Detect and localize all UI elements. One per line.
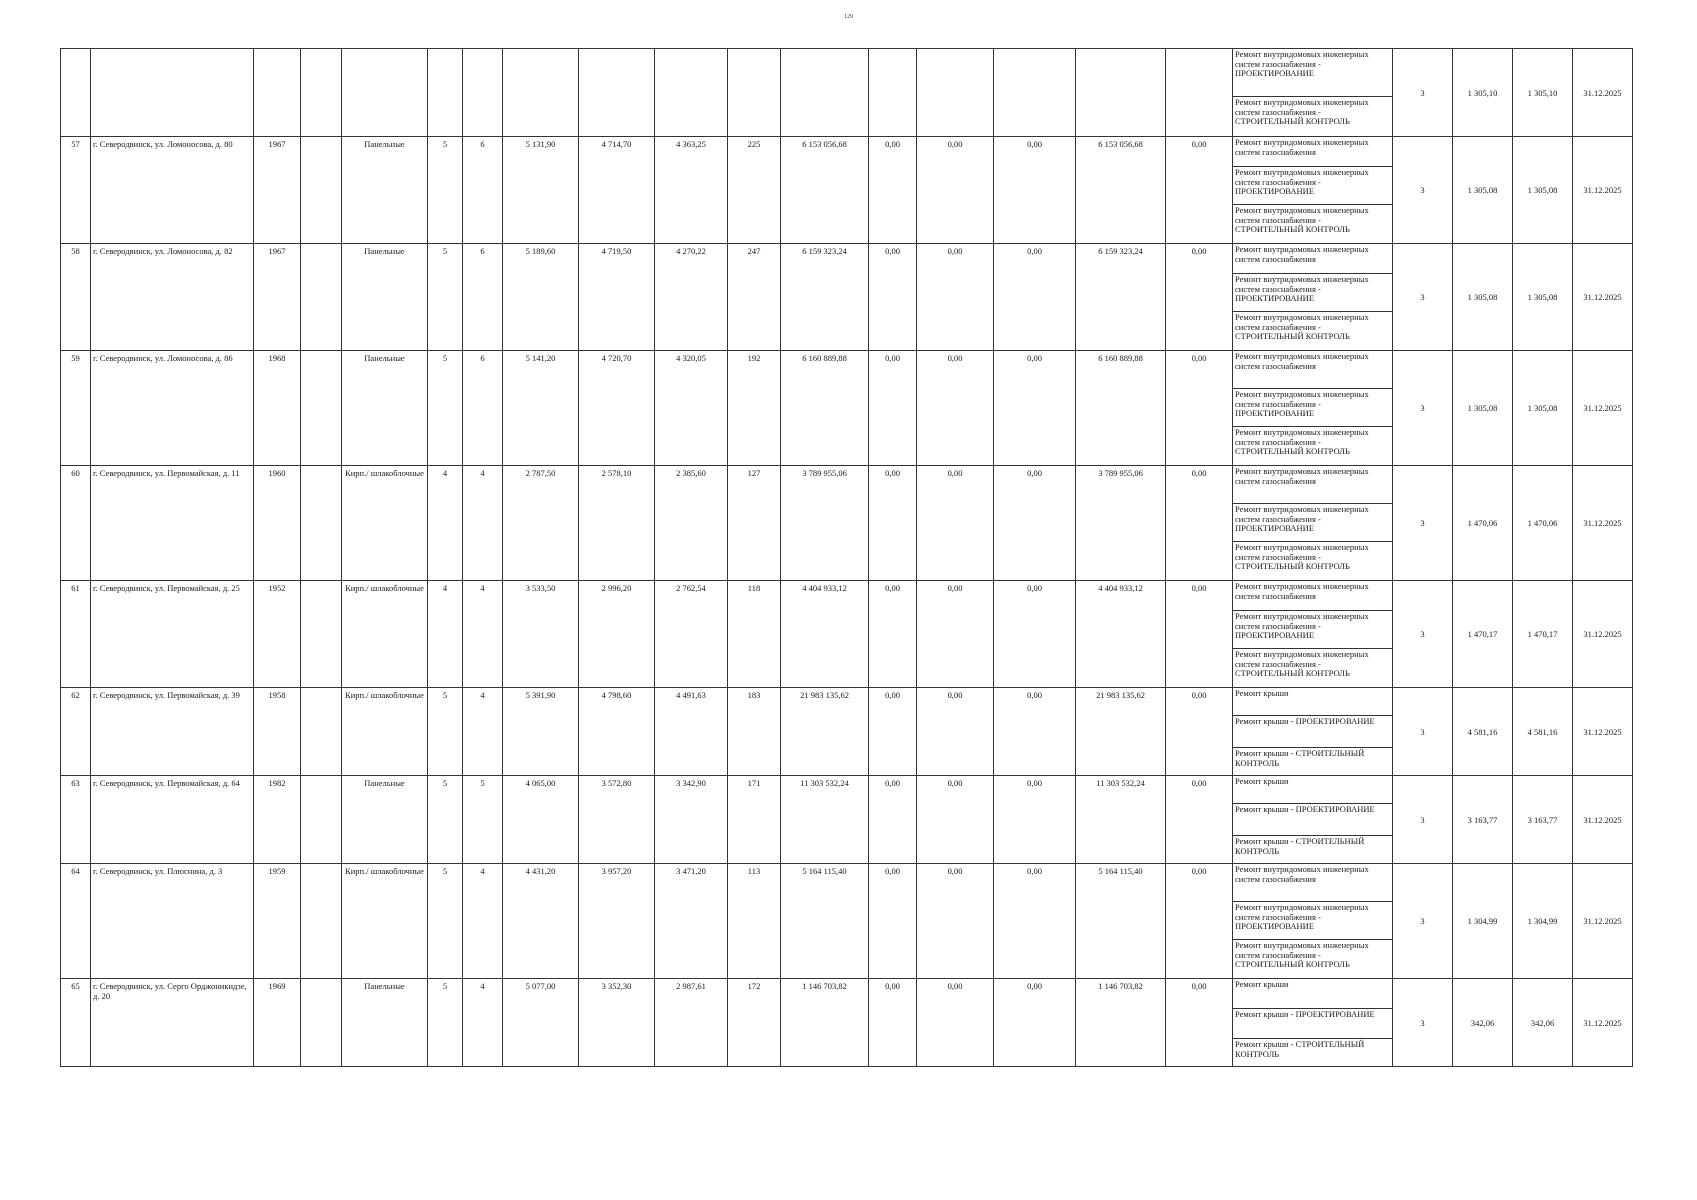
living-area-cell: 4 719,50 bbox=[579, 244, 655, 351]
work-type-cell: Ремонт внутридомовых инженерных систем газоснабжения - СТРОИТЕЛЬНЫЙ КОНТРОЛЬ bbox=[1233, 205, 1393, 244]
unit-cost-cell: 1 304,99 bbox=[1453, 864, 1513, 979]
residents-cell: 192 bbox=[728, 351, 781, 466]
work-type-cell: Ремонт крыши bbox=[1233, 688, 1393, 716]
residents-cell: 113 bbox=[728, 864, 781, 979]
unit-cost-cell: 1 305,08 bbox=[1453, 244, 1513, 351]
table-row bbox=[61, 581, 1633, 611]
floors-cell: 5 bbox=[428, 864, 463, 979]
year-cell: 1958 bbox=[254, 688, 301, 776]
fund-cell: 0,00 bbox=[1166, 776, 1233, 864]
fund-cell: 0,00 bbox=[994, 244, 1076, 351]
work-type-cell: Ремонт крыши - ПРОЕКТИРОВАНИЕ bbox=[1233, 804, 1393, 836]
total-cost-cell: 5 164 115,40 bbox=[781, 864, 869, 979]
quantity-cell: 3 bbox=[1393, 776, 1453, 864]
quantity-cell: 3 bbox=[1393, 864, 1453, 979]
table-row bbox=[61, 351, 1633, 389]
total-area-cell: 4 065,00 bbox=[503, 776, 579, 864]
empty-cell bbox=[301, 864, 342, 979]
empty-cell bbox=[463, 49, 503, 137]
residents-cell: 183 bbox=[728, 688, 781, 776]
wall-material-cell: Панельные bbox=[342, 351, 428, 466]
limit-cost-cell: 1 470,06 bbox=[1513, 466, 1573, 581]
quantity-cell: 3 bbox=[1393, 688, 1453, 776]
entrances-cell: 6 bbox=[463, 351, 503, 466]
work-type-cell: Ремонт внутридомовых инженерных систем газоснабжения - ПРОЕКТИРОВАНИЕ bbox=[1233, 902, 1393, 940]
completion-date-cell: 31.12.2025 bbox=[1573, 581, 1633, 688]
fund-cell: 0,00 bbox=[869, 581, 917, 688]
table-row bbox=[61, 466, 1633, 504]
floors-cell: 4 bbox=[428, 581, 463, 688]
floors-cell: 5 bbox=[428, 688, 463, 776]
fund-cell: 0,00 bbox=[917, 137, 994, 244]
living-area-cell: 2 996,20 bbox=[579, 581, 655, 688]
fund-cell: 0,00 bbox=[869, 979, 917, 1067]
empty-cell bbox=[1076, 49, 1166, 137]
work-type-cell: Ремонт внутридомовых инженерных систем газоснабжения - СТРОИТЕЛЬНЫЙ КОНТРОЛЬ bbox=[1233, 427, 1393, 466]
work-type-cell: Ремонт внутридомовых инженерных систем газоснабжения - ПРОЕКТИРОВАНИЕ bbox=[1233, 274, 1393, 312]
table-row bbox=[61, 244, 1633, 274]
fund-cell: 0,00 bbox=[917, 979, 994, 1067]
fund-cell: 0,00 bbox=[994, 864, 1076, 979]
page-number: 129 bbox=[844, 14, 853, 20]
living-area-cell: 4 798,60 bbox=[579, 688, 655, 776]
completion-date-cell: 31.12.2025 bbox=[1573, 864, 1633, 979]
fund-cell: 0,00 bbox=[917, 581, 994, 688]
entrances-cell: 4 bbox=[463, 466, 503, 581]
fund-cell: 0,00 bbox=[1166, 581, 1233, 688]
row-number-cell: 59 bbox=[61, 351, 91, 466]
address-cell: г. Северодвинск, ул. Ломоносова, д. 82 bbox=[91, 244, 254, 351]
total-cost-cell: 3 789 955,06 bbox=[781, 466, 869, 581]
completion-date-cell: 31.12.2025 bbox=[1573, 466, 1633, 581]
empty-cell bbox=[301, 351, 342, 466]
year-cell: 1959 bbox=[254, 864, 301, 979]
empty-cell bbox=[503, 49, 579, 137]
residents-cell: 247 bbox=[728, 244, 781, 351]
completion-date-cell: 31.12.2025 bbox=[1573, 137, 1633, 244]
quantity-cell: 3 bbox=[1393, 581, 1453, 688]
owners-funds-cell: 6 159 323,24 bbox=[1076, 244, 1166, 351]
floors-cell: 5 bbox=[428, 351, 463, 466]
fund-cell: 0,00 bbox=[994, 776, 1076, 864]
fund-cell: 0,00 bbox=[1166, 244, 1233, 351]
completion-date-cell: 31.12.2025 bbox=[1573, 688, 1633, 776]
work-type-cell: Ремонт крыши - СТРОИТЕЛЬНЫЙ КОНТРОЛЬ bbox=[1233, 1039, 1393, 1067]
work-type-cell: Ремонт крыши bbox=[1233, 979, 1393, 1009]
address-cell: г. Северодвинск, ул. Ломоносова, д. 80 bbox=[91, 137, 254, 244]
limit-cost-cell: 1 304,99 bbox=[1513, 864, 1573, 979]
empty-cell bbox=[301, 776, 342, 864]
work-type-cell: Ремонт внутридомовых инженерных систем газоснабжения bbox=[1233, 137, 1393, 167]
fund-cell: 0,00 bbox=[994, 581, 1076, 688]
owned-area-cell: 2 987,61 bbox=[655, 979, 728, 1067]
fund-cell: 0,00 bbox=[917, 244, 994, 351]
limit-cost-cell: 1 305,08 bbox=[1513, 137, 1573, 244]
quantity-cell: 3 bbox=[1393, 244, 1453, 351]
quantity-cell: 3 bbox=[1393, 979, 1453, 1067]
unit-cost-cell: 1 305,08 bbox=[1453, 351, 1513, 466]
unit-cost-cell: 4 581,16 bbox=[1453, 688, 1513, 776]
fund-cell: 0,00 bbox=[1166, 979, 1233, 1067]
total-cost-cell: 11 303 532,24 bbox=[781, 776, 869, 864]
work-type-cell: Ремонт внутридомовых инженерных систем газоснабжения bbox=[1233, 244, 1393, 274]
unit-cost-cell: 1 470,17 bbox=[1453, 581, 1513, 688]
entrances-cell: 5 bbox=[463, 776, 503, 864]
work-type-cell: Ремонт внутридомовых инженерных систем газоснабжения - ПРОЕКТИРОВАНИЕ bbox=[1233, 389, 1393, 427]
table-row bbox=[61, 688, 1633, 716]
living-area-cell: 2 578,10 bbox=[579, 466, 655, 581]
row-number-cell: 63 bbox=[61, 776, 91, 864]
fund-cell: 0,00 bbox=[869, 351, 917, 466]
limit-cost-cell: 1 305,10 bbox=[1513, 49, 1573, 137]
empty-cell bbox=[994, 49, 1076, 137]
empty-cell bbox=[781, 49, 869, 137]
owned-area-cell: 4 363,25 bbox=[655, 137, 728, 244]
row-number-cell: 60 bbox=[61, 466, 91, 581]
fund-cell: 0,00 bbox=[917, 351, 994, 466]
total-area-cell: 5 131,90 bbox=[503, 137, 579, 244]
owners-funds-cell: 1 146 703,82 bbox=[1076, 979, 1166, 1067]
limit-cost-cell: 1 305,08 bbox=[1513, 244, 1573, 351]
empty-cell bbox=[655, 49, 728, 137]
limit-cost-cell: 342,06 bbox=[1513, 979, 1573, 1067]
limit-cost-cell: 3 163,77 bbox=[1513, 776, 1573, 864]
entrances-cell: 6 bbox=[463, 244, 503, 351]
entrances-cell: 4 bbox=[463, 581, 503, 688]
address-cell: г. Северодвинск, ул. Первомайская, д. 25 bbox=[91, 581, 254, 688]
work-type-cell: Ремонт внутридомовых инженерных систем газоснабжения bbox=[1233, 351, 1393, 389]
owned-area-cell: 2 385,60 bbox=[655, 466, 728, 581]
owners-funds-cell: 5 164 115,40 bbox=[1076, 864, 1166, 979]
completion-date-cell: 31.12.2025 bbox=[1573, 351, 1633, 466]
empty-cell bbox=[1166, 49, 1233, 137]
completion-date-cell: 31.12.2025 bbox=[1573, 979, 1633, 1067]
empty-cell bbox=[869, 49, 917, 137]
fund-cell: 0,00 bbox=[1166, 466, 1233, 581]
owners-funds-cell: 3 789 955,06 bbox=[1076, 466, 1166, 581]
address-cell: г. Северодвинск, ул. Первомайская, д. 11 bbox=[91, 466, 254, 581]
quantity-cell: 3 bbox=[1393, 49, 1453, 137]
living-area-cell: 3 957,20 bbox=[579, 864, 655, 979]
work-type-cell: Ремонт внутридомовых инженерных систем газоснабжения - ПРОЕКТИРОВАНИЕ bbox=[1233, 167, 1393, 205]
fund-cell: 0,00 bbox=[994, 688, 1076, 776]
total-cost-cell: 21 983 135,62 bbox=[781, 688, 869, 776]
empty-cell bbox=[728, 49, 781, 137]
work-type-cell: Ремонт внутридомовых инженерных систем газоснабжения - СТРОИТЕЛЬНЫЙ КОНТРОЛЬ bbox=[1233, 649, 1393, 688]
residents-cell: 172 bbox=[728, 979, 781, 1067]
address-cell: г. Северодвинск, ул. Первомайская, д. 64 bbox=[91, 776, 254, 864]
unit-cost-cell: 1 470,06 bbox=[1453, 466, 1513, 581]
fund-cell: 0,00 bbox=[869, 864, 917, 979]
table-row bbox=[61, 979, 1633, 1009]
table-row bbox=[61, 776, 1633, 804]
quantity-cell: 3 bbox=[1393, 466, 1453, 581]
total-cost-cell: 1 146 703,82 bbox=[781, 979, 869, 1067]
year-cell: 1967 bbox=[254, 137, 301, 244]
completion-date-cell: 31.12.2025 bbox=[1573, 776, 1633, 864]
wall-material-cell: Панельные bbox=[342, 137, 428, 244]
floors-cell: 5 bbox=[428, 137, 463, 244]
work-type-cell: Ремонт внутридомовых инженерных систем газоснабжения bbox=[1233, 864, 1393, 902]
completion-date-cell: 31.12.2025 bbox=[1573, 244, 1633, 351]
fund-cell: 0,00 bbox=[1166, 864, 1233, 979]
empty-cell bbox=[301, 466, 342, 581]
row-number-cell: 62 bbox=[61, 688, 91, 776]
owned-area-cell: 4 270,22 bbox=[655, 244, 728, 351]
work-type-cell: Ремонт крыши bbox=[1233, 776, 1393, 804]
total-area-cell: 4 431,20 bbox=[503, 864, 579, 979]
living-area-cell: 4 720,70 bbox=[579, 351, 655, 466]
empty-cell bbox=[301, 581, 342, 688]
fund-cell: 0,00 bbox=[917, 688, 994, 776]
owned-area-cell: 4 491,63 bbox=[655, 688, 728, 776]
floors-cell: 5 bbox=[428, 979, 463, 1067]
empty-cell bbox=[301, 137, 342, 244]
work-type-cell: Ремонт крыши - СТРОИТЕЛЬНЫЙ КОНТРОЛЬ bbox=[1233, 748, 1393, 776]
total-area-cell: 5 189,60 bbox=[503, 244, 579, 351]
empty-cell bbox=[428, 49, 463, 137]
total-area-cell: 2 787,50 bbox=[503, 466, 579, 581]
row-number-cell: 58 bbox=[61, 244, 91, 351]
unit-cost-cell: 342,06 bbox=[1453, 979, 1513, 1067]
row-number-cell: 64 bbox=[61, 864, 91, 979]
total-cost-cell: 6 160 889,88 bbox=[781, 351, 869, 466]
work-type-cell: Ремонт внутридомовых инженерных систем газоснабжения - СТРОИТЕЛЬНЫЙ КОНТРОЛЬ bbox=[1233, 542, 1393, 581]
work-type-cell: Ремонт внутридомовых инженерных систем газоснабжения - СТРОИТЕЛЬНЫЙ КОНТРОЛЬ bbox=[1233, 312, 1393, 351]
wall-material-cell: Кирп./ шлакоблочные bbox=[342, 688, 428, 776]
entrances-cell: 4 bbox=[463, 688, 503, 776]
work-type-cell: Ремонт внутридомовых инженерных систем газоснабжения bbox=[1233, 581, 1393, 611]
address-cell: г. Северодвинск, ул. Серго Орджоникидзе, д. 20 bbox=[91, 979, 254, 1067]
entrances-cell: 4 bbox=[463, 979, 503, 1067]
empty-cell bbox=[91, 49, 254, 137]
owned-area-cell: 3 471,20 bbox=[655, 864, 728, 979]
fund-cell: 0,00 bbox=[869, 137, 917, 244]
owners-funds-cell: 11 303 532,24 bbox=[1076, 776, 1166, 864]
floors-cell: 5 bbox=[428, 244, 463, 351]
fund-cell: 0,00 bbox=[869, 244, 917, 351]
owned-area-cell: 2 762,54 bbox=[655, 581, 728, 688]
fund-cell: 0,00 bbox=[869, 776, 917, 864]
row-number-cell: 57 bbox=[61, 137, 91, 244]
floors-cell: 4 bbox=[428, 466, 463, 581]
empty-cell bbox=[61, 49, 91, 137]
entrances-cell: 4 bbox=[463, 864, 503, 979]
quantity-cell: 3 bbox=[1393, 137, 1453, 244]
wall-material-cell: Кирп./ шлакоблочные bbox=[342, 581, 428, 688]
wall-material-cell: Панельные bbox=[342, 244, 428, 351]
empty-cell bbox=[917, 49, 994, 137]
living-area-cell: 3 352,30 bbox=[579, 979, 655, 1067]
residents-cell: 225 bbox=[728, 137, 781, 244]
limit-cost-cell: 4 581,16 bbox=[1513, 688, 1573, 776]
limit-cost-cell: 1 470,17 bbox=[1513, 581, 1573, 688]
work-type-cell: Ремонт крыши - СТРОИТЕЛЬНЫЙ КОНТРОЛЬ bbox=[1233, 836, 1393, 864]
fund-cell: 0,00 bbox=[994, 466, 1076, 581]
year-cell: 1982 bbox=[254, 776, 301, 864]
owners-funds-cell: 6 160 889,88 bbox=[1076, 351, 1166, 466]
total-area-cell: 5 141,20 bbox=[503, 351, 579, 466]
year-cell: 1969 bbox=[254, 979, 301, 1067]
unit-cost-cell: 3 163,77 bbox=[1453, 776, 1513, 864]
fund-cell: 0,00 bbox=[917, 776, 994, 864]
work-type-cell: Ремонт внутридомовых инженерных систем газоснабжения - ПРОЕКТИРОВАНИЕ bbox=[1233, 611, 1393, 649]
fund-cell: 0,00 bbox=[1166, 351, 1233, 466]
work-type-cell: Ремонт внутридомовых инженерных систем газоснабжения - СТРОИТЕЛЬНЫЙ КОНТРОЛЬ bbox=[1233, 97, 1393, 137]
fund-cell: 0,00 bbox=[994, 351, 1076, 466]
residents-cell: 127 bbox=[728, 466, 781, 581]
empty-cell bbox=[301, 979, 342, 1067]
empty-cell bbox=[301, 244, 342, 351]
work-type-cell: Ремонт внутридомовых инженерных систем газоснабжения - СТРОИТЕЛЬНЫЙ КОНТРОЛЬ bbox=[1233, 940, 1393, 979]
total-cost-cell: 4 404 933,12 bbox=[781, 581, 869, 688]
total-cost-cell: 6 153 056,68 bbox=[781, 137, 869, 244]
total-area-cell: 5 077,00 bbox=[503, 979, 579, 1067]
owners-funds-cell: 6 153 056,68 bbox=[1076, 137, 1166, 244]
empty-cell bbox=[301, 49, 342, 137]
address-cell: г. Северодвинск, ул. Первомайская, д. 39 bbox=[91, 688, 254, 776]
unit-cost-cell: 1 305,10 bbox=[1453, 49, 1513, 137]
floors-cell: 5 bbox=[428, 776, 463, 864]
total-area-cell: 3 533,50 bbox=[503, 581, 579, 688]
living-area-cell: 3 572,80 bbox=[579, 776, 655, 864]
work-type-cell: Ремонт внутридомовых инженерных систем газоснабжения - ПРОЕКТИРОВАНИЕ bbox=[1233, 49, 1393, 97]
residents-cell: 118 bbox=[728, 581, 781, 688]
owners-funds-cell: 4 404 933,12 bbox=[1076, 581, 1166, 688]
wall-material-cell: Панельные bbox=[342, 776, 428, 864]
table-row bbox=[61, 137, 1633, 167]
owners-funds-cell: 21 983 135,62 bbox=[1076, 688, 1166, 776]
empty-cell bbox=[301, 688, 342, 776]
fund-cell: 0,00 bbox=[917, 466, 994, 581]
wall-material-cell: Кирп./ шлакоблочные bbox=[342, 466, 428, 581]
total-area-cell: 5 391,90 bbox=[503, 688, 579, 776]
table-row bbox=[61, 49, 1633, 97]
year-cell: 1968 bbox=[254, 351, 301, 466]
work-type-cell: Ремонт внутридомовых инженерных систем газоснабжения - ПРОЕКТИРОВАНИЕ bbox=[1233, 504, 1393, 542]
completion-date-cell: 31.12.2025 bbox=[1573, 49, 1633, 137]
limit-cost-cell: 1 305,08 bbox=[1513, 351, 1573, 466]
fund-cell: 0,00 bbox=[994, 979, 1076, 1067]
fund-cell: 0,00 bbox=[1166, 688, 1233, 776]
quantity-cell: 3 bbox=[1393, 351, 1453, 466]
work-type-cell: Ремонт крыши - ПРОЕКТИРОВАНИЕ bbox=[1233, 1009, 1393, 1039]
wall-material-cell: Панельные bbox=[342, 979, 428, 1067]
entrances-cell: 6 bbox=[463, 137, 503, 244]
total-cost-cell: 6 159 323,24 bbox=[781, 244, 869, 351]
row-number-cell: 65 bbox=[61, 979, 91, 1067]
fund-cell: 0,00 bbox=[869, 466, 917, 581]
fund-cell: 0,00 bbox=[994, 137, 1076, 244]
capital-repair-table bbox=[60, 48, 1633, 1067]
address-cell: г. Северодвинск, ул. Плюснина, д. 3 bbox=[91, 864, 254, 979]
year-cell: 1960 bbox=[254, 466, 301, 581]
row-number-cell: 61 bbox=[61, 581, 91, 688]
residents-cell: 171 bbox=[728, 776, 781, 864]
work-type-cell: Ремонт внутридомовых инженерных систем газоснабжения bbox=[1233, 466, 1393, 504]
owned-area-cell: 3 342,90 bbox=[655, 776, 728, 864]
fund-cell: 0,00 bbox=[869, 688, 917, 776]
empty-cell bbox=[254, 49, 301, 137]
fund-cell: 0,00 bbox=[1166, 137, 1233, 244]
empty-cell bbox=[579, 49, 655, 137]
work-type-cell: Ремонт крыши - ПРОЕКТИРОВАНИЕ bbox=[1233, 716, 1393, 748]
year-cell: 1967 bbox=[254, 244, 301, 351]
fund-cell: 0,00 bbox=[917, 864, 994, 979]
empty-cell bbox=[342, 49, 428, 137]
owned-area-cell: 4 320,05 bbox=[655, 351, 728, 466]
year-cell: 1952 bbox=[254, 581, 301, 688]
address-cell: г. Северодвинск, ул. Ломоносова, д. 86 bbox=[91, 351, 254, 466]
living-area-cell: 4 714,70 bbox=[579, 137, 655, 244]
unit-cost-cell: 1 305,08 bbox=[1453, 137, 1513, 244]
wall-material-cell: Кирп./ шлакоблочные bbox=[342, 864, 428, 979]
table-row bbox=[61, 864, 1633, 902]
